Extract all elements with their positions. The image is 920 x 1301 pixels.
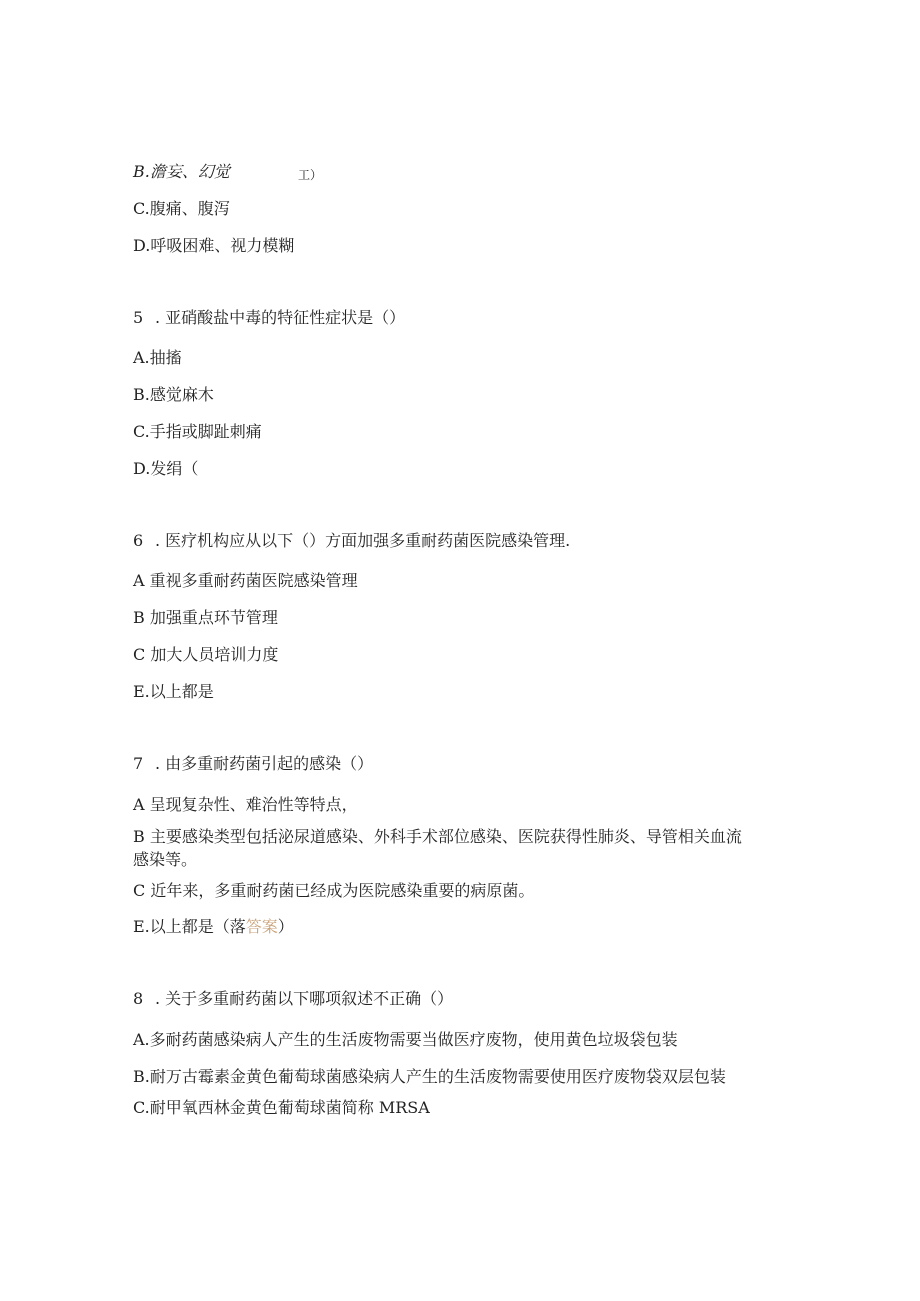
q6-option-a: A 重视多重耐药菌医院感染管理: [133, 571, 358, 590]
q5-text: . 亚硝酸盐中毒的特征性症状是（）: [155, 308, 406, 327]
q7-text: . 由多重耐药菌引起的感染（）: [155, 754, 374, 773]
q7-answer-watermark: 答案: [245, 917, 278, 936]
q6-option-e: E.以上都是: [133, 682, 214, 701]
q6-text: . 医疗机构应从以下（）方面加强多重耐药菌医院感染管理.: [155, 531, 571, 550]
q5-option-d: D.发绢（: [133, 459, 199, 478]
q5-option-a: A.抽搐: [133, 348, 182, 367]
q6-stem: [133, 531, 570, 551]
q4-option-b-mark: 工）: [298, 168, 323, 182]
q8-stem: [133, 989, 453, 1009]
q8-option-c: C.耐甲氧西林金黄色葡萄球菌简称 MRSA: [133, 1098, 430, 1117]
q7-option-e-prefix: E.以上都是（落: [133, 917, 246, 936]
q7-option-a: A 呈现复杂性、难治性等特点，: [133, 795, 358, 814]
q8-text: . 关于多重耐药菌以下哪项叙述不正确（）: [155, 989, 454, 1008]
q7-option-b-continued: 感染等。: [133, 850, 198, 869]
q7-stem: [133, 754, 373, 774]
q8-number: 8: [133, 989, 144, 1008]
q8-option-b: B.耐万古霉素金黄色葡萄球菌感染病人产生的生活废物需要使用医疗废物袋双层包装: [133, 1067, 726, 1086]
q4-option-d: D.呼吸困难、视力模糊: [133, 236, 295, 255]
q5-number: 5: [133, 308, 144, 327]
q7-option-b: B 主要感染类型包括泌尿道感染、外科手术部位感染、医院获得性肺炎、导管相关血流: [133, 827, 742, 846]
q6-option-c: C 加大人员培训力度: [133, 645, 279, 664]
q7-number: 7: [133, 754, 144, 773]
q6-option-b: B 加强重点环节管理: [133, 608, 278, 627]
q5-stem: [133, 308, 405, 328]
q5-option-c: C.手指或脚趾刺痛: [133, 422, 262, 441]
q7-option-e-suffix: ）: [277, 917, 294, 936]
q4-option-b: B.澹妄、幻觉: [133, 162, 230, 181]
q8-option-a: A.多耐药菌感染病人产生的生活废物需要当做医疗废物，使用黄色垃圾袋包装: [133, 1030, 678, 1049]
q5-option-b: B.感觉麻木: [133, 385, 214, 404]
q6-number: 6: [133, 531, 144, 550]
q7-option-e: [133, 917, 294, 937]
q7-option-c: C 近年来，多重耐药菌已经成为医院感染重要的病原菌。: [133, 881, 535, 900]
q4-option-c: C.腹痛、腹泻: [133, 199, 230, 218]
